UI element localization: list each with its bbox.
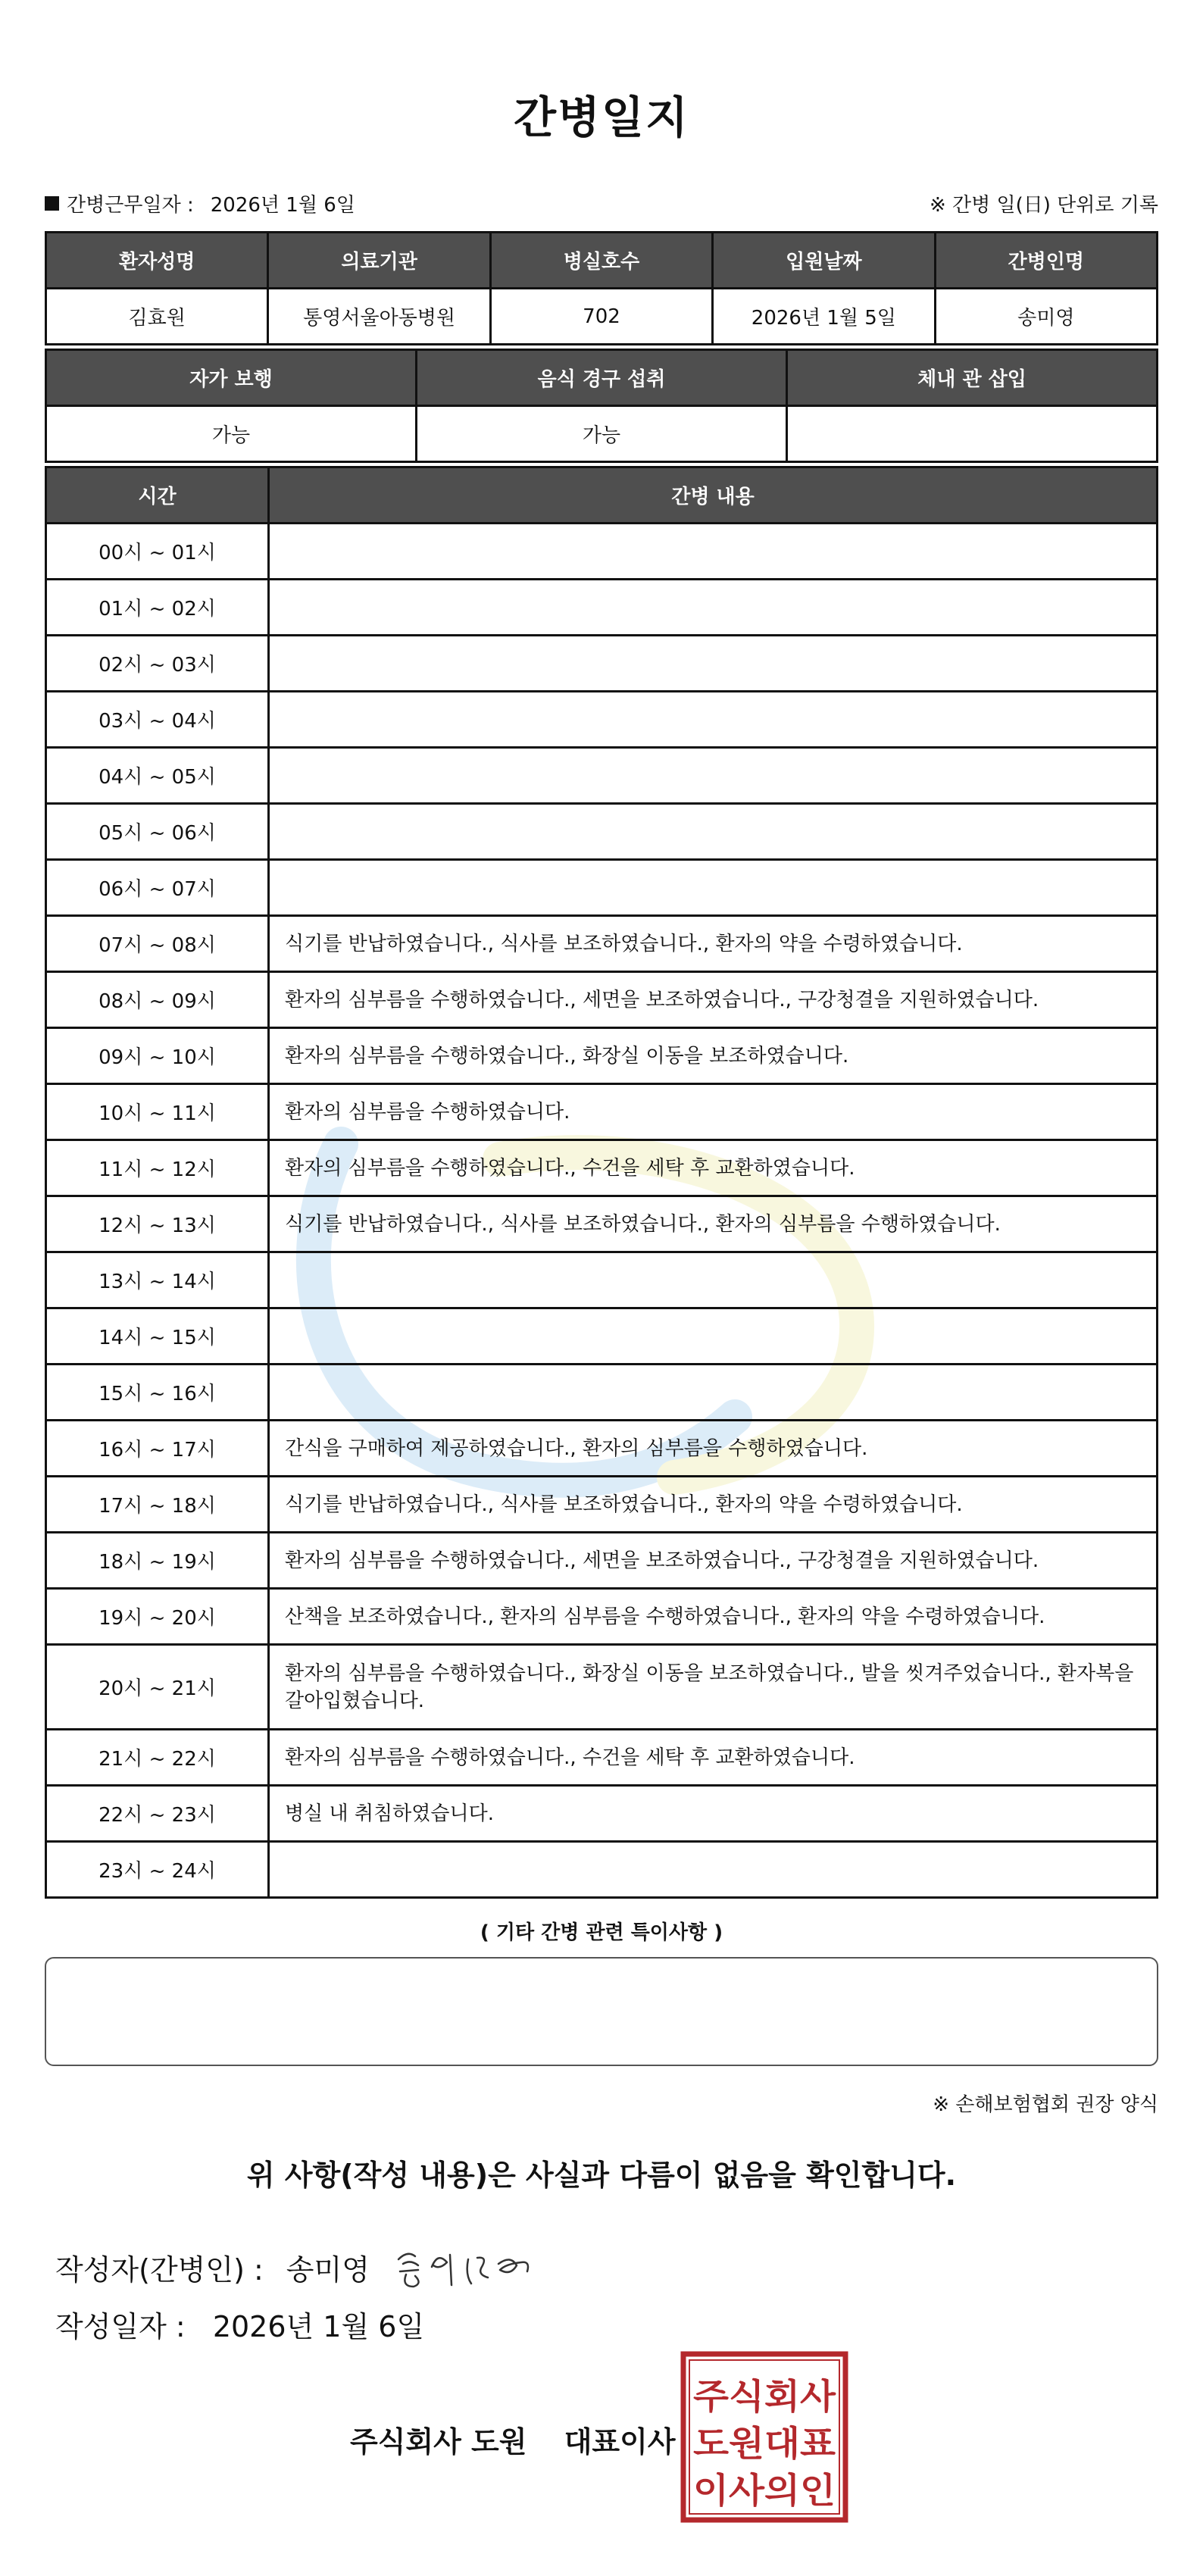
care-content: 환자의 심부름을 수행하였습니다., 세면을 보조하였습니다., 구강청결을 지원하였습니다. [269, 1533, 1158, 1589]
time-slot: 04시 ~ 05시 [46, 748, 269, 804]
table-row [46, 972, 1158, 1028]
work-date-value: 2026년 1월 6일 [210, 194, 355, 217]
table-row [46, 1196, 1158, 1252]
header-caregiver: 간병인명 [935, 233, 1157, 289]
time-slot: 23시 ~ 24시 [46, 1842, 269, 1898]
care-content: 환자의 심부름을 수행하였습니다., 화장실 이동을 보조하였습니다., 발을 씻겨주었습니다., 환자복을 갈아입혔습니다. [269, 1645, 1158, 1730]
page-title: 간병일지 [513, 92, 690, 143]
table-row [46, 1786, 1158, 1842]
time-slot: 13시 ~ 14시 [46, 1252, 269, 1308]
care-content: 간식을 구매하여 제공하였습니다., 환자의 심부름을 수행하였습니다. [269, 1421, 1158, 1477]
table-row [46, 692, 1158, 748]
time-slot: 01시 ~ 02시 [46, 580, 269, 636]
special-notes-box [45, 1957, 1158, 2066]
writer-line [55, 2237, 536, 2297]
time-slot: 18시 ~ 19시 [46, 1533, 269, 1589]
table-row [46, 1028, 1158, 1084]
care-content [269, 580, 1158, 636]
care-content [269, 692, 1158, 748]
confirmation-statement: 위 사항(작성 내용)은 사실과 다름이 없음을 확인합니다. [246, 2159, 957, 2192]
table-row [46, 1421, 1158, 1477]
writer-label: 작성자(간병인) : [55, 2252, 264, 2287]
time-slot: 11시 ~ 12시 [46, 1140, 269, 1196]
time-slot: 22시 ~ 23시 [46, 1786, 269, 1842]
time-slot: 06시 ~ 07시 [46, 860, 269, 916]
unit-note: ※ 간병 일(日) 단위로 기록 [929, 194, 1158, 217]
header-walking: 자가 보행 [46, 350, 417, 406]
care-content [269, 1308, 1158, 1365]
svg-text:주식회사: 주식회사 [693, 2376, 836, 2417]
table-row [46, 1084, 1158, 1140]
time-slot: 03시 ~ 04시 [46, 692, 269, 748]
care-content [269, 1365, 1158, 1421]
hospital-name: 통영서울아동병원 [268, 289, 490, 345]
table-row [46, 1308, 1158, 1365]
write-date-value: 2026년 1월 6일 [212, 2310, 425, 2343]
table-row [46, 1252, 1158, 1308]
time-slot: 02시 ~ 03시 [46, 636, 269, 692]
time-slot: 19시 ~ 20시 [46, 1589, 269, 1645]
table-row [46, 406, 1158, 462]
time-slot: 20시 ~ 21시 [46, 1645, 269, 1730]
admission-date: 2026년 1월 5일 [713, 289, 935, 345]
time-slot: 05시 ~ 06시 [46, 804, 269, 860]
writer-name: 송미영 [286, 2252, 370, 2287]
time-slot: 17시 ~ 18시 [46, 1477, 269, 1533]
time-slot: 12시 ~ 13시 [46, 1196, 269, 1252]
header-tube: 체내 관 삽입 [787, 350, 1158, 406]
time-slot: 00시 ~ 01시 [46, 524, 269, 580]
care-content: 병실 내 취침하였습니다. [269, 1786, 1158, 1842]
time-slot: 14시 ~ 15시 [46, 1308, 269, 1365]
time-slot: 15시 ~ 16시 [46, 1365, 269, 1421]
header-care-content: 간병 내용 [269, 467, 1158, 524]
time-slot: 10시 ~ 11시 [46, 1084, 269, 1140]
company-name: 주식회사 도원 [350, 2425, 527, 2459]
time-slot: 07시 ~ 08시 [46, 916, 269, 972]
table-row [46, 524, 1158, 580]
care-content [269, 860, 1158, 916]
table-row [46, 1645, 1158, 1730]
handwritten-signature [392, 2237, 536, 2297]
work-date-label: 간병근무일자 : [67, 194, 194, 217]
table-row [46, 580, 1158, 636]
svg-text:도원대표: 도원대표 [693, 2423, 836, 2464]
special-notes-title: ( 기타 간병 관련 특이사항 ) [480, 1921, 723, 1944]
table-row [46, 1477, 1158, 1533]
write-date-line [55, 2303, 424, 2345]
svg-text:이사의인: 이사의인 [693, 2470, 836, 2511]
care-content [269, 1842, 1158, 1898]
header-oral-intake: 음식 경구 섭취 [417, 350, 787, 406]
table-header-row [46, 350, 1158, 406]
patient-info-table [45, 231, 1158, 345]
care-content [269, 804, 1158, 860]
care-content [269, 1252, 1158, 1308]
time-slot: 21시 ~ 22시 [46, 1730, 269, 1786]
table-row [46, 860, 1158, 916]
table-row [46, 636, 1158, 692]
care-content: 환자의 심부름을 수행하였습니다., 수건을 세탁 후 교환하였습니다. [269, 1140, 1158, 1196]
care-content [269, 636, 1158, 692]
company-seal-stamp [680, 2351, 848, 2523]
table-row [46, 1842, 1158, 1898]
care-content: 환자의 심부름을 수행하였습니다., 화장실 이동을 보조하였습니다. [269, 1028, 1158, 1084]
table-row [46, 1365, 1158, 1421]
time-slot: 09시 ~ 10시 [46, 1028, 269, 1084]
care-content [269, 748, 1158, 804]
header-admission-date: 입원날짜 [713, 233, 935, 289]
table-row [46, 748, 1158, 804]
header-patient-name: 환자성명 [46, 233, 268, 289]
caregiver-name: 송미영 [935, 289, 1157, 345]
write-date-label: 작성일자 : [55, 2310, 186, 2343]
care-content: 식기를 반납하였습니다., 식사를 보조하였습니다., 환자의 심부름을 수행하였습니다. [269, 1196, 1158, 1252]
header-time: 시간 [46, 467, 269, 524]
company-line [350, 2418, 676, 2460]
care-log-table [45, 466, 1158, 1899]
table-row [46, 916, 1158, 972]
table-row [46, 804, 1158, 860]
table-header-row [46, 233, 1158, 289]
patient-name: 김효원 [46, 289, 268, 345]
square-bullet-icon [45, 196, 59, 211]
table-header-row [46, 467, 1158, 524]
company-rep: 대표이사 [564, 2425, 676, 2459]
table-row [46, 1533, 1158, 1589]
table-row [46, 1730, 1158, 1786]
tube-value [787, 406, 1158, 462]
care-content [269, 524, 1158, 580]
time-slot: 16시 ~ 17시 [46, 1421, 269, 1477]
header-hospital: 의료기관 [268, 233, 490, 289]
care-content: 환자의 심부름을 수행하였습니다., 세면을 보조하였습니다., 구강청결을 지원하였습니다. [269, 972, 1158, 1028]
oral-intake-value: 가능 [417, 406, 787, 462]
room-number: 702 [490, 289, 712, 345]
table-row [46, 1589, 1158, 1645]
care-content: 환자의 심부름을 수행하였습니다., 수건을 세탁 후 교환하였습니다. [269, 1730, 1158, 1786]
header-room: 병실호수 [490, 233, 712, 289]
care-content: 산책을 보조하였습니다., 환자의 심부름을 수행하였습니다., 환자의 약을 수령하였습니다. [269, 1589, 1158, 1645]
form-note: ※ 손해보험협회 권장 양식 [933, 2093, 1158, 2116]
care-content: 식기를 반납하였습니다., 식사를 보조하였습니다., 환자의 약을 수령하였습니다. [269, 1477, 1158, 1533]
patient-status-table [45, 349, 1158, 463]
work-date-line [45, 189, 355, 217]
time-slot: 08시 ~ 09시 [46, 972, 269, 1028]
walking-value: 가능 [46, 406, 417, 462]
care-content: 식기를 반납하였습니다., 식사를 보조하였습니다., 환자의 약을 수령하였습니다. [269, 916, 1158, 972]
table-row [46, 1140, 1158, 1196]
table-row [46, 289, 1158, 345]
care-content: 환자의 심부름을 수행하였습니다. [269, 1084, 1158, 1140]
